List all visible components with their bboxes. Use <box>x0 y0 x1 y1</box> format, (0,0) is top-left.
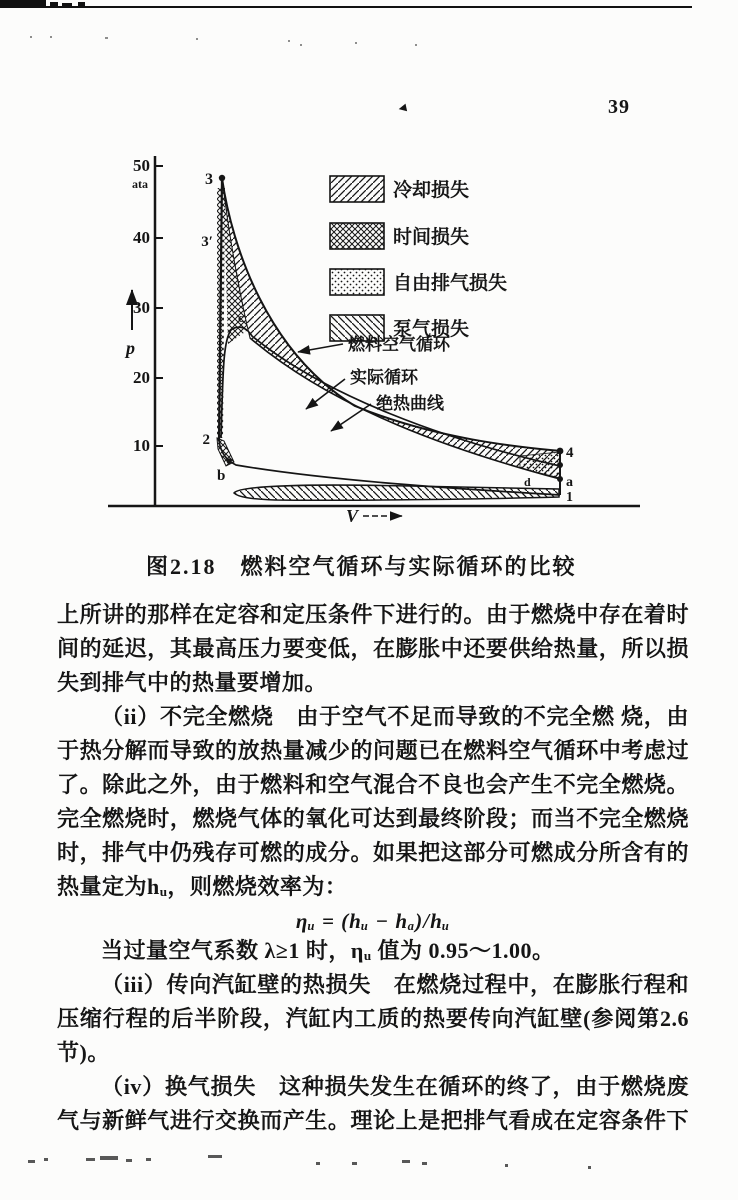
fuel-air-leader-arrow <box>298 344 343 352</box>
text-line: （iii）传向汽缸壁的热损失 在燃烧过程中，在膨胀行程和 <box>101 972 689 997</box>
legend-label-pumping: 泵气损失 <box>393 319 470 340</box>
pv-chart <box>100 148 645 540</box>
figure-caption: 图2.18 燃料空气循环与实际循环的比较 <box>146 554 577 579</box>
text-line: （ii）不完全燃烧 由于空气不足而导致的不完全燃 烧，由 <box>101 704 689 729</box>
x-axis-label: V <box>346 506 359 526</box>
legend-label-time: 时间损失 <box>393 227 470 248</box>
text-line: 气与新鲜气进行交换而产生。理论上是把排气看成在定容条件下 <box>57 1108 689 1133</box>
y-axis-label: p <box>126 338 135 358</box>
cooling-loss-region <box>222 178 560 479</box>
text-line: 完全燃烧时，燃烧气体的氧化可达到最终阶段；而当不完全燃烧 <box>57 806 689 831</box>
body-text <box>57 598 689 1138</box>
fuel-air-cycle-label: 燃料空气循环 <box>348 335 450 354</box>
legend-label-free-exhaust: 自由排气损失 <box>393 273 508 294</box>
y-tick-label-40: 40 <box>133 228 150 247</box>
combustion-efficiency-formula: ηᵤ = (hᵤ − hₐ)/hᵤ <box>295 909 451 933</box>
text-line: 节)。 <box>57 1040 110 1065</box>
text-line: 间的延迟，其最高压力要变低，在膨胀中还要供给热量，所以损 <box>57 636 689 661</box>
point-d-label: d <box>524 475 531 489</box>
actual-cycle-label: 实际循环 <box>350 368 418 387</box>
text-line: （iv）换气损失 这种损失发生在循环的终了，由于燃烧废 <box>101 1074 689 1099</box>
point-a-dot <box>557 476 563 482</box>
point-2-label: 2 <box>202 432 210 448</box>
point-3-label: 3 <box>205 171 213 188</box>
text-line: 时，排气中仍残存可燃的成分。如果把这部分可燃成分所含有的 <box>57 840 689 865</box>
y-tick-label-50: 50 <box>133 156 150 175</box>
point-mid-dot <box>557 462 563 468</box>
adiabatic-curve-label: 绝热曲线 <box>376 394 444 413</box>
scan-artifact-arrow-mark: ◄ <box>394 98 411 117</box>
point-c-label: c <box>238 310 244 325</box>
point-4-label: 4 <box>566 445 574 461</box>
point-1-label: 1 <box>566 490 573 505</box>
y-tick-label-30: 30 <box>133 298 150 317</box>
chart-legend <box>330 176 507 341</box>
figure-2-18-pv-diagram <box>100 148 645 540</box>
point-b-dot <box>226 458 231 463</box>
page-number: 39 <box>608 96 630 118</box>
point-a-label: a <box>566 475 573 490</box>
text-line: 了。除此之外，由于燃料和空气混合不良也会产生不完全燃烧。 <box>57 772 689 797</box>
text-line: 热量定为hᵤ，则燃烧效率为： <box>57 874 348 899</box>
scan-artifact-top-line <box>0 6 692 8</box>
point-3-dot <box>219 175 225 181</box>
legend-swatch-cooling <box>330 176 384 202</box>
text-line: 当过量空气系数 λ≥1 时，ηᵤ 值为 0.95～1.00。 <box>101 938 555 963</box>
point-3p-label: 3′ <box>201 234 213 250</box>
legend-swatch-time <box>330 223 384 249</box>
text-line: 失到排气中的热量要增加。 <box>57 670 328 695</box>
point-b-label: b <box>217 468 226 484</box>
adiabatic-leader-arrow <box>331 404 371 431</box>
text-line: 压缩行程的后半阶段，汽缸内工质的热要传向汽缸壁(参阅第2.6 <box>57 1006 689 1031</box>
y-tick-label-20: 20 <box>133 368 150 387</box>
legend-label-cooling: 冷却损失 <box>393 180 470 201</box>
text-line: 上所讲的那样在定容和定压条件下进行的。由于燃烧中存在着时 <box>57 602 689 627</box>
text-line: 于热分解而导致的放热量减少的问题已在燃料空气循环中考虑过 <box>57 738 689 763</box>
y-tick-label-10: 10 <box>133 436 150 455</box>
point-4-dot <box>557 448 564 455</box>
legend-swatch-free-exhaust <box>330 269 384 295</box>
y-axis-unit: ata <box>132 177 148 191</box>
